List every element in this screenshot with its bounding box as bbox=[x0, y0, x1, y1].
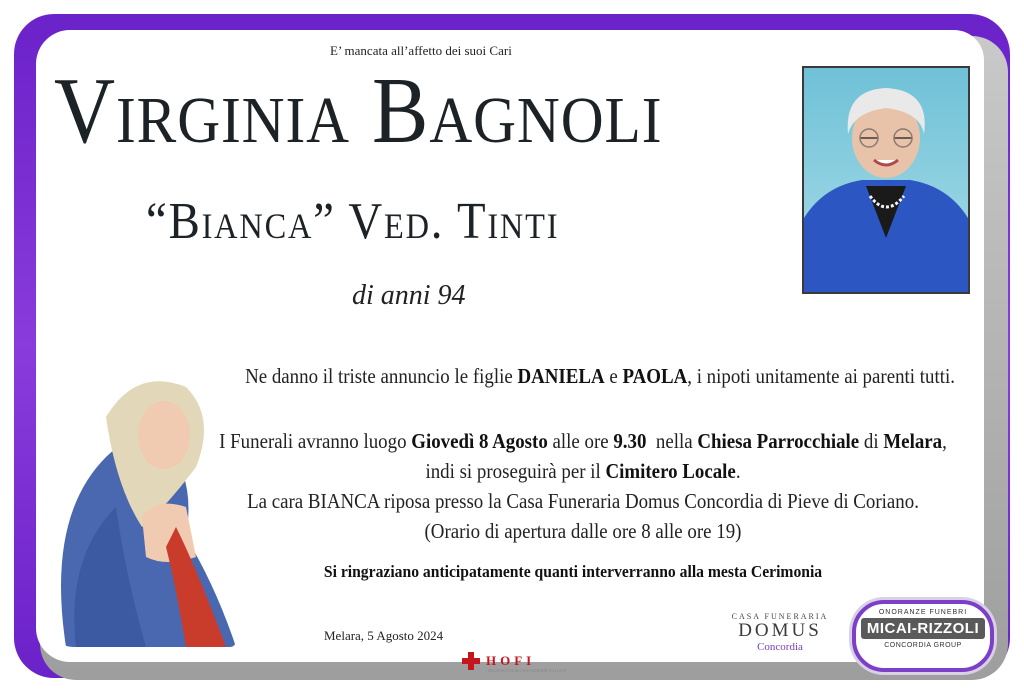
deceased-portrait bbox=[802, 66, 970, 294]
funeral-line-4: (Orario di apertura dalle ore 8 alle ore 19) bbox=[424, 519, 742, 543]
announcement-text: e bbox=[604, 364, 623, 388]
announcement-text: , i nipoti unitamente ai parenti tutti. bbox=[687, 364, 955, 388]
hofi-cross-icon bbox=[462, 652, 480, 670]
domus-logo bbox=[726, 612, 834, 653]
funeral-time: 9.30 bbox=[613, 429, 647, 453]
domus-top-label: CASA FUNERARIA bbox=[731, 612, 829, 621]
domus-subtitle: Concordia bbox=[757, 641, 803, 653]
micai-subtitle: CONCORDIA GROUP bbox=[884, 642, 962, 649]
micai-rizzoli-logo bbox=[852, 600, 994, 672]
deceased-name: Virginia Bagnoli bbox=[54, 59, 663, 163]
funeral-line-3: La cara BIANCA riposa presso la Casa Funeraria Domus Concordia di Pieve di Coriano. bbox=[247, 489, 919, 513]
cemetery-name: Cimitero Locale bbox=[605, 459, 736, 483]
hofi-subtitle: HOLDING ONORANZE FUNEBRI ITALIANE bbox=[488, 668, 567, 673]
announcement-line bbox=[236, 361, 965, 391]
funeral-details bbox=[219, 426, 948, 546]
hofi-wordmark: HOFI bbox=[486, 653, 536, 668]
funeral-line-2: indi si proseguirà per il Cimitero Locale. bbox=[425, 459, 741, 483]
deceased-nickname: “Bianca” Ved. Tinti bbox=[146, 193, 560, 250]
thanks-line: Si ringraziano anticipatamente quanti interverranno alla mesta Cerimonia bbox=[323, 562, 823, 581]
hofi-logo bbox=[462, 652, 567, 673]
domus-wordmark: DOMUS bbox=[738, 620, 822, 641]
madonna-image bbox=[46, 357, 236, 647]
micai-wordmark: MICAI-RIZZOLI bbox=[861, 618, 985, 639]
intro-line: E’ mancata all’affetto dei suoi Cari bbox=[330, 43, 512, 58]
funeral-date: Giovedì 8 Agosto bbox=[411, 429, 548, 453]
town-name: Melara bbox=[883, 429, 943, 453]
deceased-age: di anni 94 bbox=[352, 280, 466, 311]
announcement-text: Ne danno il triste annuncio le figlie bbox=[245, 364, 518, 388]
daughter-name: DANIELA bbox=[517, 364, 605, 388]
micai-top-label: ONORANZE FUNEBRI bbox=[878, 609, 968, 616]
madonna-illustration bbox=[46, 357, 236, 647]
funeral-line-1: I Funerali avranno luogo Giovedì 8 Agosto alle ore 9.30 nella Chiesa Parrocchiale di Melara, bbox=[219, 429, 947, 453]
daughter-name: PAOLA bbox=[622, 364, 688, 388]
church-name: Chiesa Parrocchiale bbox=[697, 429, 860, 453]
place-date: Melara, 5 Agosto 2024 bbox=[324, 628, 444, 643]
portrait-photo bbox=[804, 68, 968, 292]
